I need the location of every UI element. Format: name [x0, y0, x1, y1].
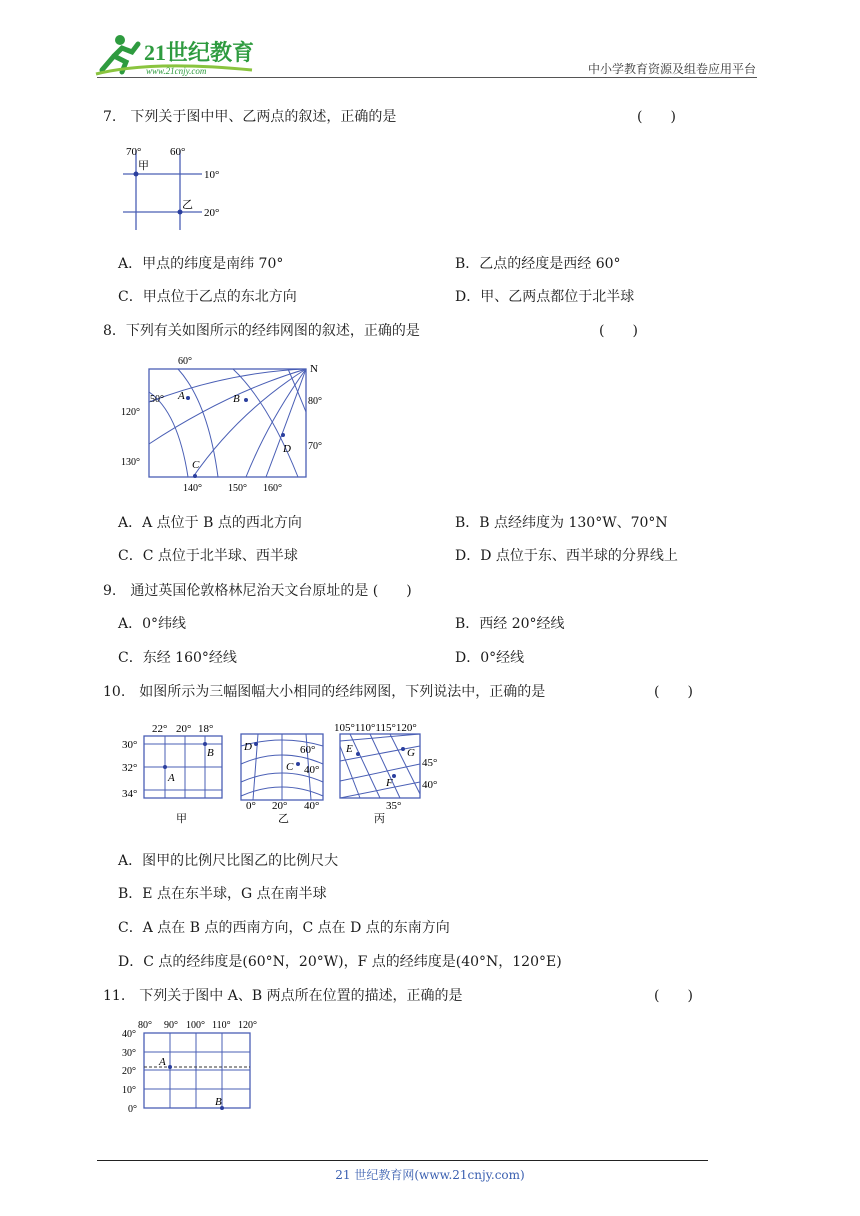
q10-jia-top-0: 22° — [152, 723, 168, 735]
q8-figure — [118, 352, 338, 497]
footer-divider — [97, 1160, 708, 1161]
q10-stem: 10. 如图所示为三幅图幅大小相同的经纬网图，下列说法中，正确的是 — [103, 684, 546, 700]
q7-stem: 7. 下列关于图中甲、乙两点的叙述，正确的是 — [103, 109, 397, 125]
q10-yi-60: 60° — [300, 744, 316, 756]
q10-jia-a: A — [168, 772, 175, 784]
q8-option-b[interactable]: B．B 点经纬度为 130°W、70°N — [455, 515, 668, 531]
q11-top-4: 120° — [238, 1020, 257, 1031]
q8-point-c — [193, 474, 197, 478]
header-platform-text: 中小学教育资源及组卷应用平台 — [587, 62, 756, 76]
q11-label-b: B — [215, 1096, 222, 1108]
q10-yi-bottom-2: 40° — [304, 800, 320, 812]
q11-top-0: 80° — [138, 1020, 152, 1031]
q7-lat-bottom: 20° — [204, 207, 220, 219]
q7-lon-left: 70° — [126, 146, 142, 158]
q7-lat-top: 10° — [204, 169, 220, 181]
q10-yi-d: D — [244, 741, 252, 753]
q11-label-a: A — [159, 1056, 166, 1068]
q8-label-c: C — [192, 459, 200, 471]
q10-option-a[interactable]: A．图甲的比例尺比图乙的比例尺大 — [118, 853, 339, 869]
q10-yi-label: 乙 — [278, 813, 289, 825]
q10-bing-35: 35° — [386, 800, 402, 812]
q11-left-2: 20° — [122, 1066, 136, 1077]
q8-lat-70: 70° — [308, 441, 322, 452]
q7-label-yi: 乙 — [182, 199, 193, 211]
q8-lon-160: 160° — [263, 483, 282, 494]
q7-label-jia: 甲 — [138, 160, 149, 172]
q8-point-a — [186, 396, 190, 400]
q7-lon-right: 60° — [170, 146, 186, 158]
q9-option-a[interactable]: A．0°纬线 — [118, 616, 187, 632]
footer-text[interactable]: 21 世纪教育网(www.21cnjy.com) — [335, 1168, 525, 1182]
q10-figure — [118, 716, 458, 831]
q10-bing-45: 45° — [422, 757, 438, 769]
q8-point-d — [281, 433, 285, 437]
q10-bing-40: 40° — [422, 779, 438, 791]
q11-paren: ( ) — [654, 988, 693, 1004]
q10-jia-label: 甲 — [176, 813, 187, 825]
q10-bing-f: F — [386, 777, 393, 789]
q8-paren: ( ) — [599, 323, 638, 339]
q11-top-3: 110° — [212, 1020, 231, 1031]
logo — [92, 30, 262, 80]
q11-point-a — [168, 1065, 172, 1069]
q10-option-c[interactable]: C．A 点在 B 点的西南方向，C 点在 D 点的东南方向 — [118, 920, 450, 936]
q11-left-4: 0° — [128, 1104, 137, 1115]
q7-option-b[interactable]: B．乙点的经度是西经 60° — [455, 256, 621, 272]
logo-text: 21世纪教育 — [144, 40, 255, 65]
q8-lon-120: 120° — [121, 407, 140, 418]
q9-option-b[interactable]: B．西经 20°经线 — [455, 616, 565, 632]
q11-left-3: 10° — [122, 1085, 136, 1096]
q10-jia-left-2: 34° — [122, 788, 138, 800]
q8-lon-140: 140° — [183, 483, 202, 494]
q8-label-b: B — [233, 393, 240, 405]
q10-map-bing — [334, 722, 437, 825]
q11-figure — [118, 1016, 278, 1116]
q10-jia-left-1: 32° — [122, 762, 138, 774]
q10-bing-label: 丙 — [374, 813, 385, 825]
header-divider — [97, 77, 757, 78]
q8-lat-60: 60° — [178, 356, 192, 367]
q10-option-b[interactable]: B．E 点在东半球，G 点在南半球 — [118, 886, 327, 902]
q8-stem: 8．下列有关如图所示的经纬网图的叙述，正确的是 — [103, 323, 420, 339]
q7-option-c[interactable]: C．甲点位于乙点的东北方向 — [118, 289, 297, 305]
q10-option-d[interactable]: D．C 点的经纬度是(60°N，20°W)，F 点的经纬度是(40°N，120°E) — [118, 954, 562, 970]
q8-option-a[interactable]: A．A 点位于 B 点的西北方向 — [118, 515, 302, 531]
q10-yi-c: C — [286, 761, 294, 773]
q8-lon-150: 150° — [228, 483, 247, 494]
q10-yi-40: 40° — [304, 764, 320, 776]
q10-map-jia — [122, 723, 222, 825]
q8-pole: N — [310, 363, 318, 375]
q7-point-jia — [134, 172, 139, 177]
q10-bing-g: G — [407, 747, 415, 759]
q8-lat-80: 80° — [308, 396, 322, 407]
q9-option-c[interactable]: C．东经 160°经线 — [118, 650, 237, 666]
q11-top-1: 90° — [164, 1020, 178, 1031]
q11-stem: 11. 下列关于图中 A、B 两点所在位置的描述，正确的是 — [103, 988, 463, 1004]
q10-bing-e: E — [346, 743, 353, 755]
q10-yi-bottom-1: 20° — [272, 800, 288, 812]
q7-option-d[interactable]: D．甲、乙两点都位于北半球 — [455, 289, 635, 305]
q10-paren: ( ) — [654, 684, 693, 700]
q10-jia-left-0: 30° — [122, 739, 138, 751]
logo-url: www.21cnjy.com — [146, 66, 207, 76]
q8-lon-130: 130° — [121, 457, 140, 468]
q11-left-0: 40° — [122, 1029, 136, 1040]
q8-lat-50: 50° — [150, 394, 164, 405]
q11-left-1: 30° — [122, 1048, 136, 1059]
q8-label-d: D — [283, 443, 291, 455]
q7-option-a[interactable]: A．甲点的纬度是南纬 70° — [118, 256, 284, 272]
q8-option-c[interactable]: C．C 点位于北半球、西半球 — [118, 548, 298, 564]
q10-yi-bottom-0: 0° — [246, 800, 256, 812]
q9-stem: 9. 通过英国伦敦格林尼治天文台原址的是 ( ) — [103, 583, 412, 599]
q10-jia-b: B — [207, 747, 214, 759]
q9-option-d[interactable]: D．0°经线 — [455, 650, 525, 666]
q10-bing-top: 105°110°115°120° — [334, 722, 417, 734]
q10-map-yi — [241, 734, 323, 825]
q8-point-b — [244, 398, 248, 402]
q10-jia-top-2: 18° — [198, 723, 214, 735]
q7-paren: ( ) — [637, 109, 676, 125]
q11-top-2: 100° — [186, 1020, 205, 1031]
q8-label-a: A — [178, 390, 185, 402]
q8-option-d[interactable]: D．D 点位于东、西半球的分界线上 — [455, 548, 678, 564]
q7-figure — [118, 140, 238, 235]
q10-jia-top-1: 20° — [176, 723, 192, 735]
